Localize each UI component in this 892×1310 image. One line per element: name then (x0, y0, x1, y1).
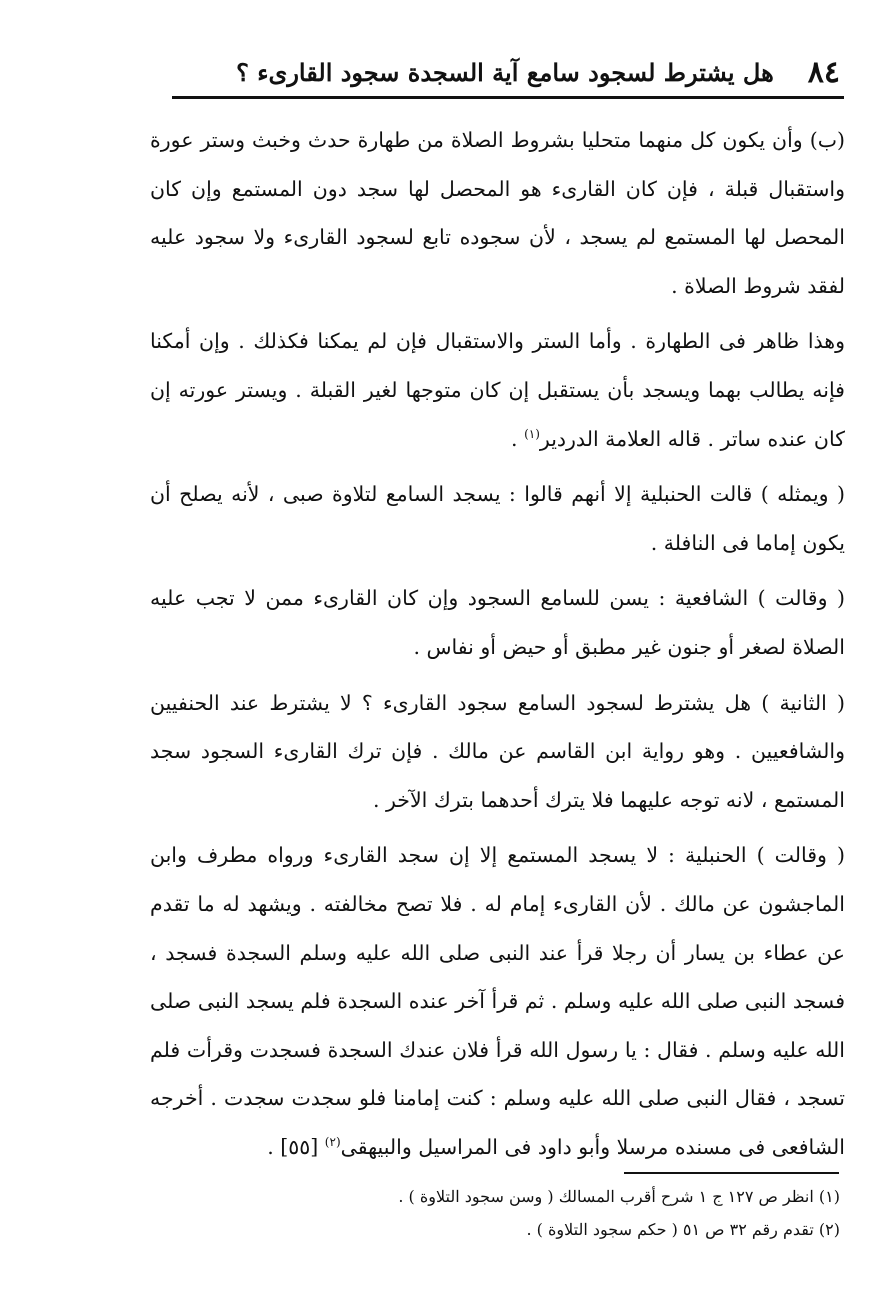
footnote-2: (٢) تقدم رقم ٣٢ ص ٥١ ( حكم سجود التلاوة ) . (526, 1220, 840, 1239)
paragraph-second-question (150, 679, 845, 825)
footnotes (230, 1180, 840, 1246)
footnote-rule (624, 1172, 839, 1174)
paragraph-text: ( الثانية ) هل يشترط لسجود السامع سجود القارىء ؟ لا يشترط عند الحنفيين والشافعيين . وهو رواية ابن القاسم عن مالك . فإن ترك القارىء السجود سجد المستمع ، لانه توجه عليهما فلا يترك أحدهما بترك الآخر . (150, 690, 845, 812)
paragraph-hanbali-child (150, 470, 845, 567)
paragraph-text: ( وقالت ) الشافعية : يسن للسامع السجود وإن كان القارىء ممن لا تجب عليه الصلاة لصغر أو جنون غير مطبق أو حيض أو نفاس . (150, 586, 845, 659)
paragraph-text: ( وقالت ) الحنبلية : لا يسجد المستمع إلا إن سجد القارىء ورواه مطرف وابن الماجشون عن مالك . لأن القارىء إمام له . فلا تصح مخالفته . ويشهد له ما تقدم عن عطاء بن يسار أن رجلا قرأ عند النبى صلى الله عليه وسلم السجدة فسجد ، فسجد النبى صلى الله عليه وسلم . ثم قرأ آخر عنده السجدة فلم يسجد النبى صلى الله عليه وسلم . فقال : يا رسول الله قرأ فلان عندك السجدة فسجدت وقرأت فلم تسجد ، فقال النبى صلى الله عليه وسلم : كنت إمامنا فلو سجدت سجدت . أخرجه الشافعى فى مسنده مرسلا وأبو داود فى المراسيل والبيهقى (150, 843, 845, 1159)
running-title: هل يشترط لسجود سامع آية السجدة سجود القارىء ؟ (236, 57, 774, 87)
paragraph-tail: [٥٥] . (267, 1134, 325, 1159)
paragraph-purity-cover (150, 317, 845, 463)
page-number: ٨٤ (807, 54, 840, 90)
paragraph-shafii (150, 574, 845, 671)
footnote-ref-2[interactable]: (٢) (324, 1135, 341, 1150)
paragraph-text: (ب) وأن يكون كل منهما متحليا بشروط الصلاة من طهارة حدث وخبث وستر عورة واستقبال قبلة ، فإن كان القارىء هو المحصل لها سجد دون المستمع وإن كان المحصل لها المستمع لم يسجد ، لأن سجوده تابع لسجود القارىء ولا سجود عليه لفقد شروط الصلاة . (150, 128, 845, 298)
paragraph-hanbali-imam (150, 831, 845, 1171)
header-rule (172, 96, 844, 99)
paragraph-text: وهذا ظاهر فى الطهارة . وأما الستر والاستقبال فإن لم يمكنا فكذلك . وإن أمكنا فإنه يطالب بهما ويسجد بأن يستقبل إن كان متوجها لغير القبلة . ويستر عورته إن كان عنده ساتر . قاله العلامة الدردير (150, 329, 845, 451)
paragraph-condition-b (150, 116, 845, 310)
footnote-1: (١) انظر ص ١٢٧ ج ١ شرح أقرب المسالك ( وسن سجود التلاوة ) . (398, 1187, 840, 1206)
paragraph-text: ( ويمثله ) قالت الحنبلية إلا أنهم قالوا : يسجد السامع لتلاوة صبى ، لأنه يصلح أن يكون إماما فى النافلة . (150, 482, 845, 555)
body-text (150, 116, 845, 1178)
paragraph-tail: . (511, 426, 525, 451)
page-header (170, 50, 840, 94)
footnote-ref-1[interactable]: (١) (524, 426, 540, 441)
